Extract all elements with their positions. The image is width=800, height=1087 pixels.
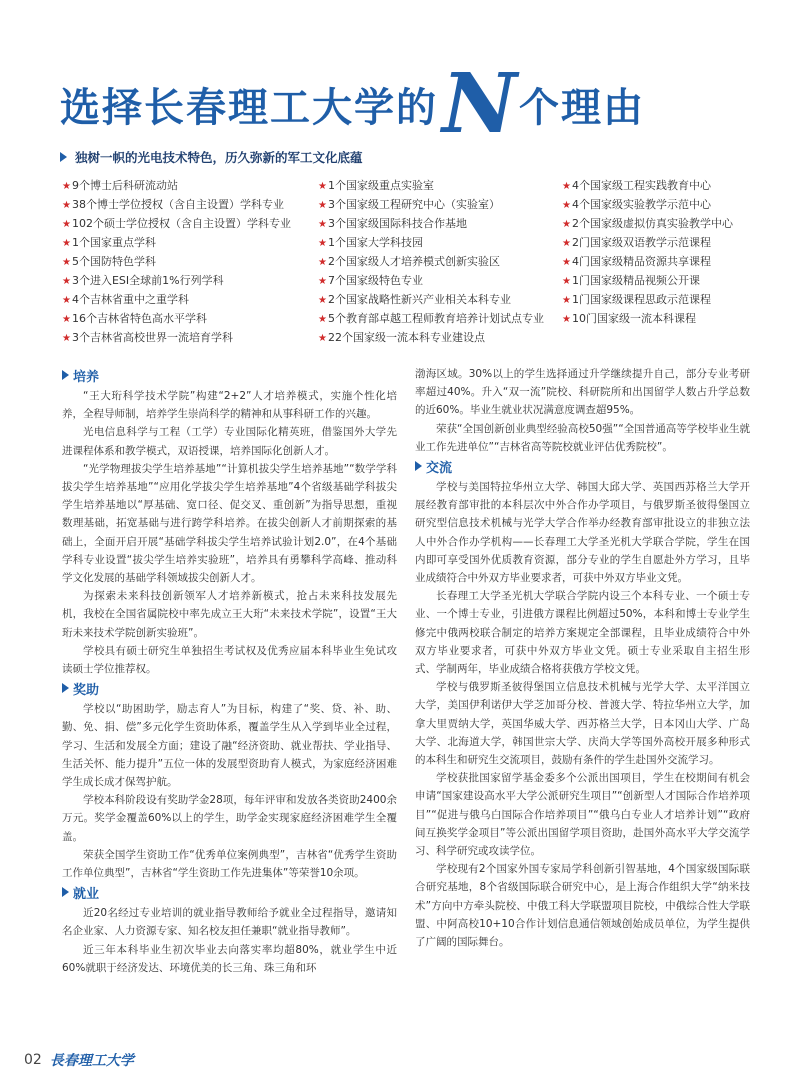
star-icon: ★ bbox=[318, 276, 327, 287]
feature-text: 3个国家级国际科技合作基地 bbox=[327, 217, 467, 230]
paragraph: 长春理工大学圣光机大学联合学院内设三个本科专业、一个硕士专业、一个博士专业，引进俄方课程比例超过50%，本科和博士专业学生修完中俄两校联合制定的培养方案规定全部课程，且毕业成绩符合中外双方毕业要求者，可获中外双方毕业文凭。硕士专业采取自主招生形式、学制两年，毕业成绩合格将获俄方学校文凭。 bbox=[415, 590, 750, 676]
feature-text: 4个国家级实验教学示范中心 bbox=[571, 198, 711, 211]
section-header-jiangzhu bbox=[62, 678, 397, 698]
section-header-jiaoliu bbox=[415, 456, 750, 476]
feature-item bbox=[318, 176, 544, 195]
feature-item bbox=[318, 233, 544, 252]
feature-item bbox=[62, 176, 291, 195]
star-icon: ★ bbox=[62, 200, 71, 211]
title-part-2: 个理由 bbox=[518, 85, 645, 131]
feature-item bbox=[62, 214, 291, 233]
feature-list-2 bbox=[318, 176, 544, 347]
star-icon: ★ bbox=[562, 200, 571, 211]
feature-text: 2个国家级虚拟仿真实验教学中心 bbox=[571, 217, 733, 230]
feature-text: 2门国家级双语教学示范课程 bbox=[571, 236, 711, 249]
feature-item bbox=[562, 252, 733, 271]
subtitle-text: 独树一帜的光电技术特色，历久弥新的军工文化底蕴 bbox=[75, 150, 363, 165]
feature-item bbox=[562, 309, 733, 328]
footer bbox=[24, 1050, 134, 1070]
star-icon: ★ bbox=[62, 238, 71, 249]
feature-item bbox=[318, 214, 544, 233]
page-number: 02 bbox=[24, 1052, 42, 1068]
star-icon: ★ bbox=[562, 181, 571, 192]
paragraph: 学校获批国家留学基金委多个公派出国项目，学生在校期间有机会申请“国家建设高水平大学公派研究生项目”“创新型人才国际合作培养项目”“促进与俄乌白国际合作培养项目”“俄乌白专业人才培养计划”“政府间互换奖学金项目”等公派出国留学项目资助，赴国外高水平大学交流学习、科学研究或攻读学位。 bbox=[415, 772, 750, 858]
star-icon: ★ bbox=[62, 257, 71, 268]
paragraph: 学校以“助困助学，励志育人”为目标，构建了“奖、贷、补、助、勤、免、捐、偿”多元化学生资助体系，覆盖学生从入学到毕业全过程，学习、生活和发展全方面；建设了融“经济资助、就业帮扶、学业指导、生活关怀、能力提升”五位一体的发展型资助育人模式，为家庭经济困难学生成长成才保驾护航。 bbox=[62, 703, 397, 789]
paragraph: 学校具有硕士研究生单独招生考试权及优秀应届本科毕业生免试攻读硕士学位推荐权。 bbox=[62, 644, 397, 676]
feature-text: 5个教育部卓越工程师教育培养计划试点专业 bbox=[327, 312, 544, 325]
feature-item bbox=[62, 195, 291, 214]
paragraph: 学校与美国特拉华州立大学、韩国大邱大学、英国西苏格兰大学开展经教育部审批的本科层次中外合作办学项目，与俄罗斯圣彼得堡国立研究型信息技术机械与光学大学合作举办经教育部审批设立的非独立法人中外合作办学机构——长春理工大学圣光机大学联合学院，学生在国内即可享受国外优质教育资源，部分专业的学生自愿赴外方学习，且毕业成绩符合中外双方毕业要求者，可获中外双方毕业文凭。 bbox=[415, 481, 750, 585]
page-title bbox=[60, 56, 645, 152]
star-icon: ★ bbox=[318, 257, 327, 268]
star-icon: ★ bbox=[318, 238, 327, 249]
feature-text: 1门国家级课程思政示范课程 bbox=[571, 293, 711, 306]
feature-item bbox=[62, 271, 291, 290]
subtitle bbox=[60, 148, 363, 166]
star-icon: ★ bbox=[562, 314, 571, 325]
star-icon: ★ bbox=[562, 276, 571, 287]
feature-item bbox=[318, 195, 544, 214]
feature-text: 2个国家战略性新兴产业相关本科专业 bbox=[327, 293, 511, 306]
feature-item bbox=[562, 195, 733, 214]
star-icon: ★ bbox=[62, 219, 71, 230]
feature-text: 102个硕士学位授权（含自主设置）学科专业 bbox=[71, 217, 291, 230]
university-logo-text: 長春理工大学 bbox=[49, 1053, 134, 1069]
star-icon: ★ bbox=[62, 181, 71, 192]
feature-text: 38个博士学位授权（含自主设置）学科专业 bbox=[71, 198, 284, 211]
section-title: 培养 bbox=[73, 369, 100, 385]
triangle-bullet-icon bbox=[60, 152, 67, 162]
feature-text: 3个进入ESI全球前1%行列学科 bbox=[71, 274, 224, 287]
star-icon: ★ bbox=[62, 333, 71, 344]
triangle-bullet-icon bbox=[415, 461, 422, 471]
star-icon: ★ bbox=[62, 276, 71, 287]
paragraph: “光学物理拔尖学生培养基地”“计算机拔尖学生培养基地”“数学学科拔尖学生培养基地”“应用化学拔尖学生培养基地”4个省级基础学科拔尖学生培养基地以“厚基础、宽口径、促交叉、重创新”为指导思想，重视数理基础，拓宽基础与进行跨学科培养。在拔尖创新人才前期探索的基础上，全面开启开展“基础学科拔尖学生培养试验计划2.0”，在4个基础学科专业设置“拔尖学生培养实验班”，培养具有勇攀科学高峰、推动科学文化发展的基础学科领域拔尖创新人才。 bbox=[62, 462, 397, 585]
section-title: 交流 bbox=[426, 460, 453, 476]
feature-item bbox=[318, 309, 544, 328]
feature-item bbox=[562, 176, 733, 195]
paragraph: 荣获全国学生资助工作“优秀单位案例典型”，吉林省“优秀学生资助工作单位典型”，吉林省“学生资助工作先进集体”等荣誉10余项。 bbox=[62, 848, 397, 880]
feature-item bbox=[62, 233, 291, 252]
feature-text: 3个国家级工程研究中心（实验室） bbox=[327, 198, 500, 211]
feature-item bbox=[318, 328, 544, 347]
feature-text: 22个国家级一流本科专业建设点 bbox=[327, 331, 485, 344]
right-column bbox=[415, 365, 750, 951]
feature-item bbox=[62, 309, 291, 328]
feature-item bbox=[62, 290, 291, 309]
star-icon: ★ bbox=[562, 238, 571, 249]
star-icon: ★ bbox=[62, 314, 71, 325]
paragraph: 学校本科阶段设有奖助学金28项，每年评审和发放各类资助2400余万元。奖学金覆盖60%以上的学生，助学金实现家庭经济困难学生全覆盖。 bbox=[62, 794, 397, 843]
feature-text: 7个国家级特色专业 bbox=[327, 274, 423, 287]
star-icon: ★ bbox=[562, 295, 571, 306]
section-header-peiyang bbox=[62, 365, 397, 385]
star-icon: ★ bbox=[562, 219, 571, 230]
section-title: 奖助 bbox=[73, 682, 100, 698]
feature-text: 1个国家级重点实验室 bbox=[327, 179, 434, 192]
section-header-jiuye bbox=[62, 882, 397, 902]
paragraph: 学校与俄罗斯圣彼得堡国立信息技术机械与光学大学、太平洋国立大学，美国伊利诺伊大学芝加哥分校、普渡大学、特拉华州立大学，加拿大里贾纳大学，英国华威大学、西苏格兰大学，日本冈山大学、广岛大学、北海道大学，韩国世宗大学、庆尚大学等国外高校开展多种形式的本科生和研究生交流项目，鼓励有条件的学生赴国外交流学习。 bbox=[415, 681, 750, 767]
feature-text: 1门国家级精品视频公开课 bbox=[571, 274, 700, 287]
star-icon: ★ bbox=[62, 295, 71, 306]
feature-text: 2个国家级人才培养模式创新实验区 bbox=[327, 255, 500, 268]
title-part-1: 选择长春理工大学的 bbox=[60, 85, 438, 131]
section-title: 就业 bbox=[73, 886, 100, 902]
feature-text: 4门国家级精品资源共享课程 bbox=[571, 255, 711, 268]
feature-text: 4个国家级工程实践教育中心 bbox=[571, 179, 711, 192]
paragraph: 荣获“全国创新创业典型经验高校50强”“全国普通高等学校毕业生就业工作先进单位”“吉林省高等院校就业评估优秀院校”。 bbox=[415, 422, 750, 453]
star-icon: ★ bbox=[318, 314, 327, 325]
triangle-bullet-icon bbox=[62, 683, 69, 693]
star-icon: ★ bbox=[318, 295, 327, 306]
paragraph: 近20名经过专业培训的就业指导教师给予就业全过程指导，邀请知名企业家、人力资源专家、知名校友担任兼职“就业指导教师”。 bbox=[62, 907, 397, 938]
paragraph: 光电信息科学与工程（工学）专业国际化精英班，借鉴国外大学先进课程体系和教学模式，双语授课，培养国际化创新人才。 bbox=[62, 426, 397, 457]
feature-text: 5个国防特色学科 bbox=[71, 255, 156, 268]
feature-text: 1个国家重点学科 bbox=[71, 236, 156, 249]
feature-text: 1个国家大学科技园 bbox=[327, 236, 423, 249]
paragraph: “王大珩科学技术学院”构建“2+2”人才培养模式，实施个性化培养，全程导师制，培养学生崇尚科学的精神和从事科研工作的兴趣。 bbox=[62, 390, 397, 421]
paragraph: 近三年本科毕业生初次毕业去向落实率均超80%，就业学生中近60%就职于经济发达、环境优美的长三角、珠三角和环 bbox=[62, 943, 397, 974]
paragraph-continued: 渤海区域。30%以上的学生选择通过升学继续提升自己，部分专业考研率超过40%。升入“双一流”院校、科研院所和出国留学人数占升学总数的近60%。毕业生就业状况满意度调查超95%。 bbox=[415, 368, 750, 417]
star-icon: ★ bbox=[318, 200, 327, 211]
star-icon: ★ bbox=[318, 219, 327, 230]
feature-text: 9个博士后科研流动站 bbox=[71, 179, 178, 192]
feature-text: 16个吉林省特色高水平学科 bbox=[71, 312, 207, 325]
feature-item bbox=[562, 214, 733, 233]
paragraph: 为探索未来科技创新领军人才培养新模式，抢占未来科技发展先机，我校在全国省属院校中率先成立王大珩“未来技术学院”，设置“王大珩未来技术学院创新实验班”。 bbox=[62, 590, 397, 639]
star-icon: ★ bbox=[318, 181, 327, 192]
feature-text: 10门国家级一流本科课程 bbox=[571, 312, 696, 325]
feature-item bbox=[562, 233, 733, 252]
title-n-letter: N bbox=[442, 56, 517, 152]
feature-item bbox=[318, 290, 544, 309]
feature-list-3 bbox=[562, 176, 733, 328]
feature-text: 4个吉林省重中之重学科 bbox=[71, 293, 189, 306]
feature-item bbox=[562, 290, 733, 309]
star-icon: ★ bbox=[562, 257, 571, 268]
feature-item bbox=[318, 271, 544, 290]
feature-item bbox=[562, 271, 733, 290]
feature-item bbox=[62, 252, 291, 271]
feature-list-1 bbox=[62, 176, 291, 347]
triangle-bullet-icon bbox=[62, 370, 69, 380]
star-icon: ★ bbox=[318, 333, 327, 344]
triangle-bullet-icon bbox=[62, 887, 69, 897]
feature-item bbox=[318, 252, 544, 271]
paragraph: 学校现有2个国家外国专家局学科创新引智基地，4个国家级国际联合研究基地，8个省级国际联合研究中心，是上海合作组织大学“纳米技术”方向中方牵头院校、中俄工科大学联盟项目院校，中俄综合性大学联盟、中阿高校10+10合作计划信息通信领域创始成员单位，为学生提供了广阔的国际舞台。 bbox=[415, 863, 750, 949]
feature-text: 3个吉林省高校世界一流培育学科 bbox=[71, 331, 233, 344]
feature-item bbox=[62, 328, 291, 347]
left-column bbox=[62, 365, 397, 977]
